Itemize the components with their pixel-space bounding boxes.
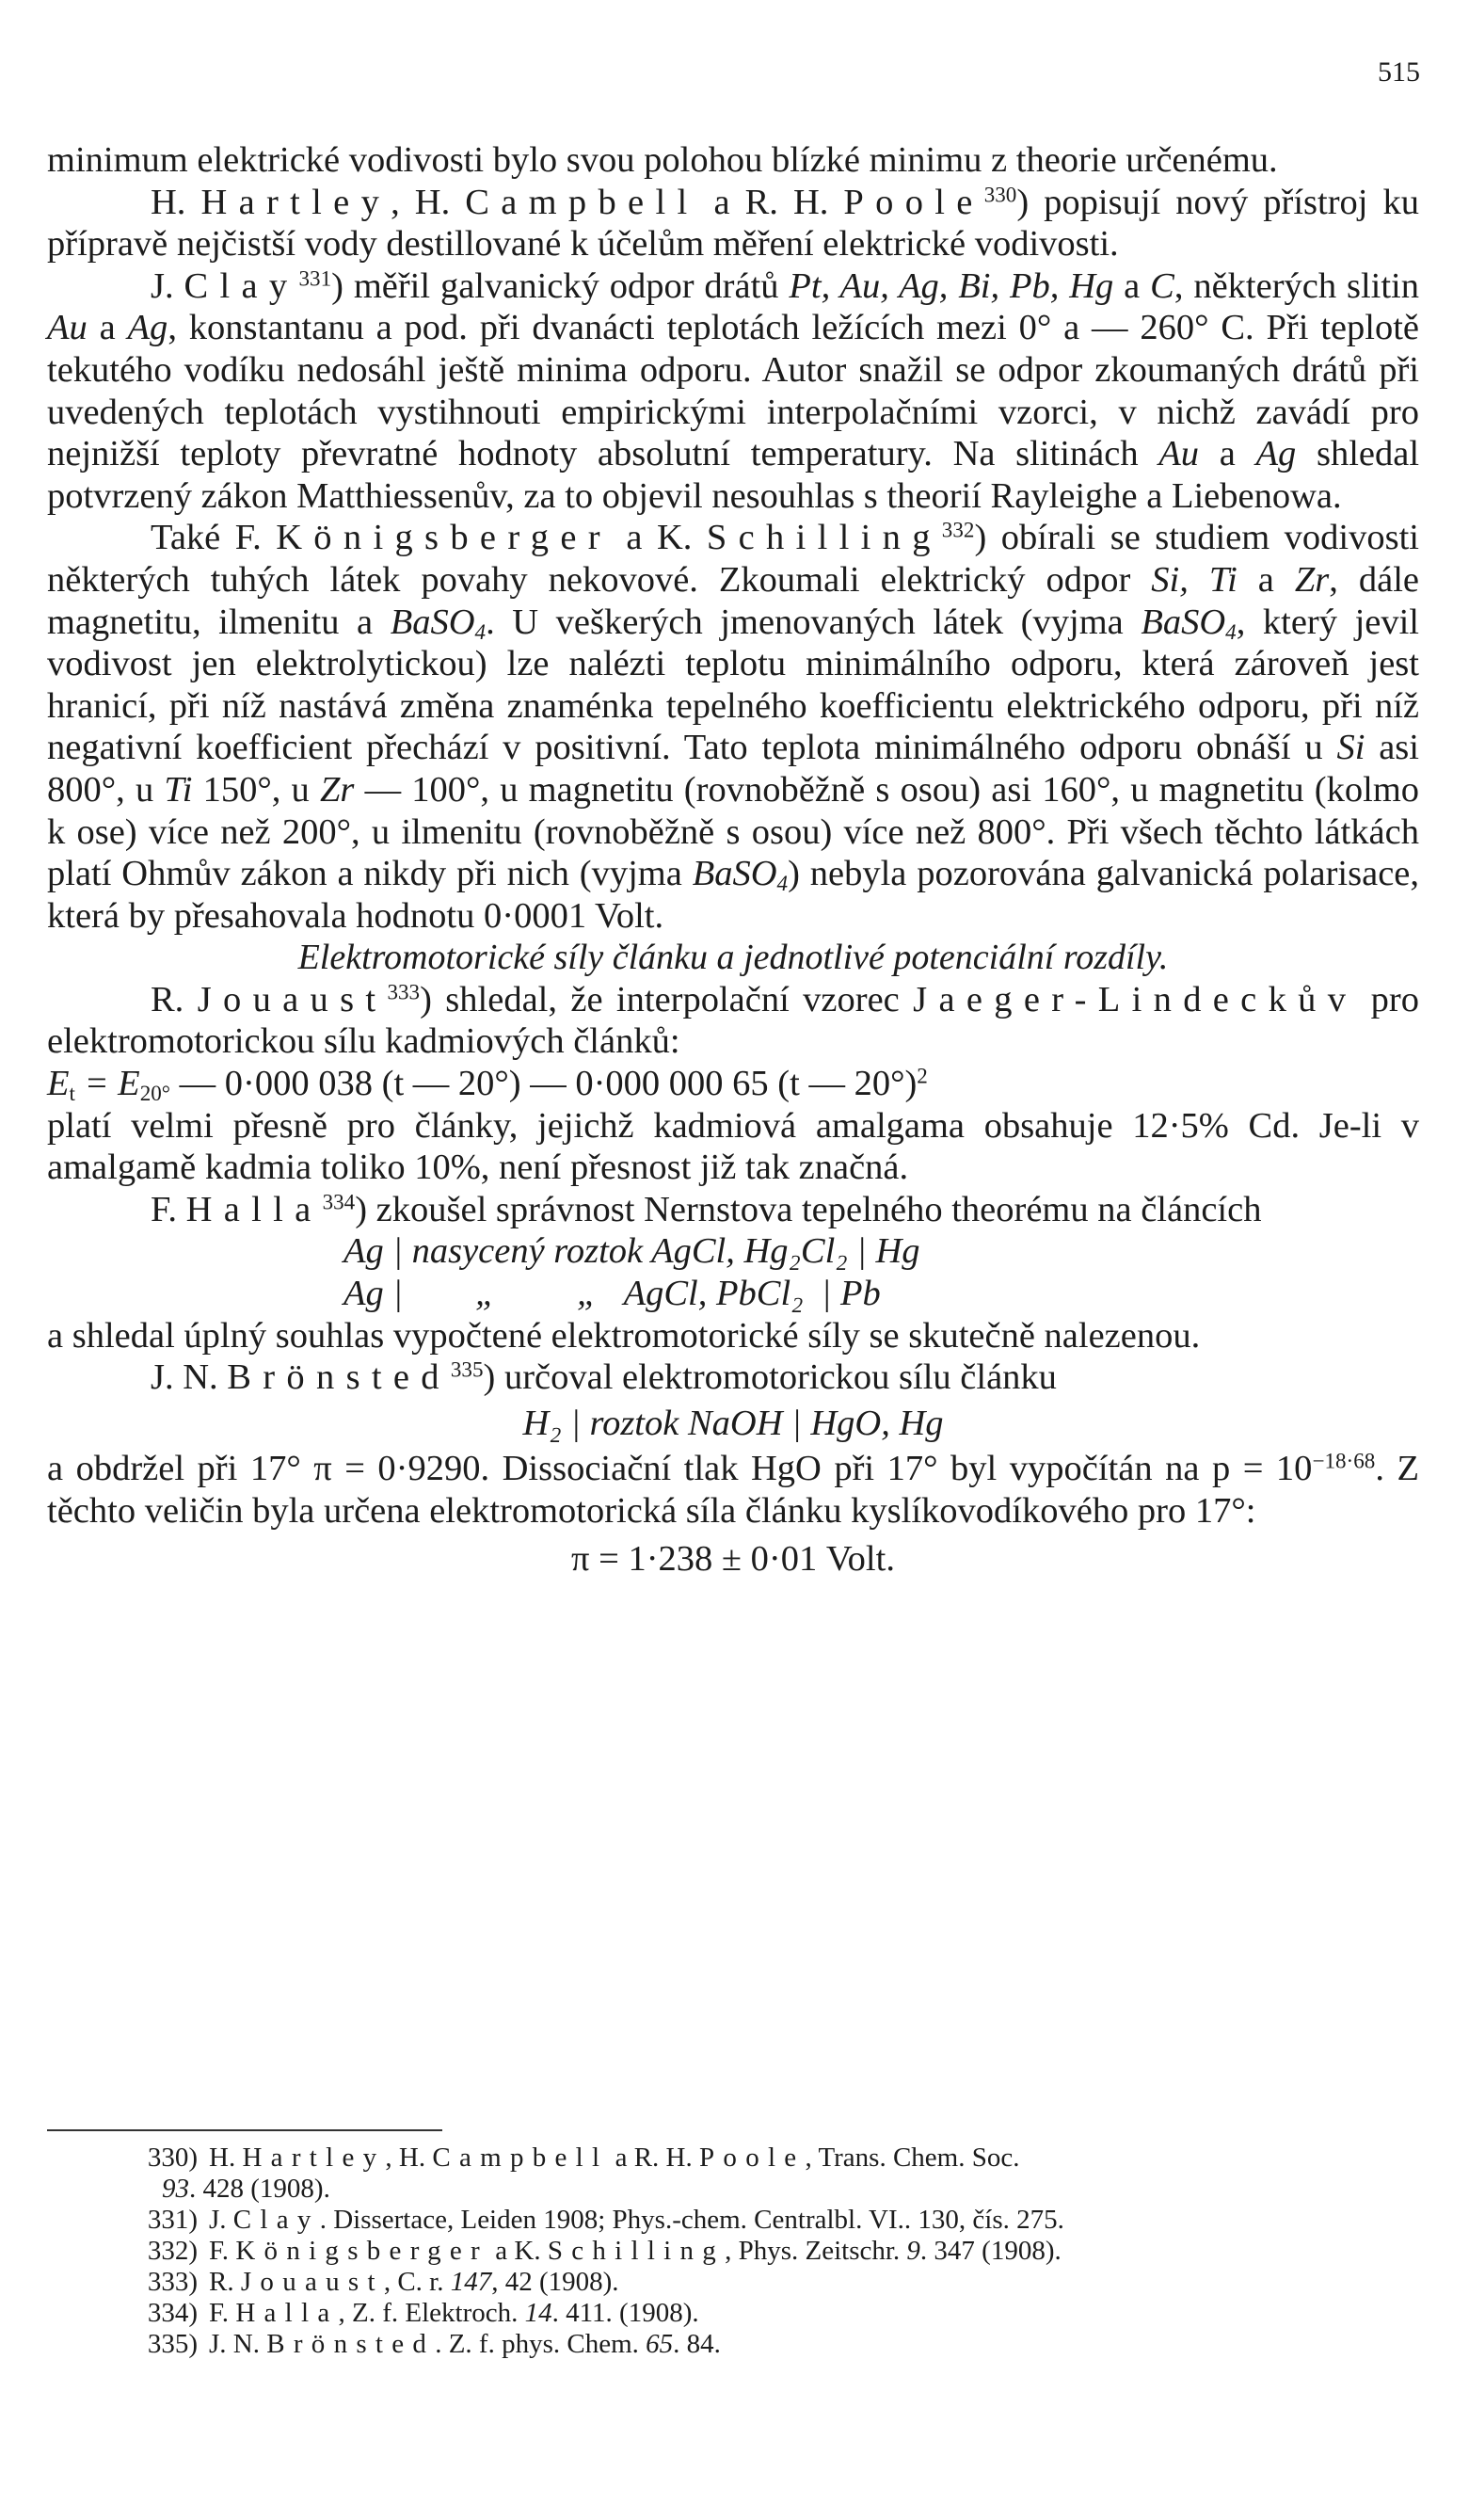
author-name: Poole bbox=[699, 2143, 806, 2173]
footnote-text bbox=[209, 2143, 1419, 2174]
author-name: Halla bbox=[235, 2298, 339, 2328]
footnote-number: 332) bbox=[147, 2236, 198, 2266]
footnotes bbox=[47, 2143, 1419, 2360]
equation-jaeger-lindeck bbox=[47, 1063, 1419, 1105]
text: . Z. f. phys. Chem. bbox=[435, 2329, 647, 2359]
text: ) měřil galvanický odpor drátů bbox=[331, 265, 790, 306]
footnote-332 bbox=[47, 2236, 1419, 2267]
paragraph-hartley bbox=[47, 182, 1419, 265]
footnote-331 bbox=[47, 2205, 1419, 2236]
author-name: Poole bbox=[843, 182, 984, 222]
section-heading: Elektromotorické síly článku a jednotlivé potenciální rozdíly. bbox=[297, 938, 1169, 978]
formula-text: BaSO bbox=[1141, 602, 1226, 642]
paragraph-bronsted bbox=[47, 1356, 1419, 1399]
text: , Trans. Chem. Soc. bbox=[805, 2143, 1020, 2173]
paragraph-jouaust bbox=[47, 979, 1419, 1063]
footnote-text bbox=[209, 2329, 1419, 2360]
text: . Z těchto veličin byla určena elektromotorická síla článku kyslíkovodíkového pro 17°: bbox=[47, 1449, 1419, 1531]
text: — 100°, u magnetitu (rovnoběžně s osou) asi 160°, u magnetitu (kolmo k ose) více než 200°, u ilmenitu (rovnoběžně s osou) více než 800°. Při všech těchto látkách platí Ohmův zákon a nikdy při nich (vyjma bbox=[47, 769, 1420, 894]
paragraph-halla bbox=[47, 1189, 1419, 1231]
author-name: Campbell bbox=[432, 2143, 609, 2173]
text: a bbox=[1199, 434, 1256, 474]
author-name: Brönsted bbox=[266, 2329, 436, 2359]
text: a bbox=[87, 308, 128, 348]
text: a bbox=[1237, 559, 1295, 600]
text: , konstantanu a pod. při dvanácti teplotách ležících mezi 0° a — 260° C. Při teplotě tekutého vodíku nedosáhl ještě minima odporu. Autor snažil se odpor zkoumaných drátů při uvedených teplotách vystihnouti empirickými interpolačními vzorci, v nichž zavádí pro nejnižší teploty převratné hodnoty absolutní temperatury. Na slitinách bbox=[47, 308, 1420, 474]
paragraph-amalgam: platí velmi přesně pro články, jejichž kadmiová amalgama obsahuje 12·5% Cd. Je-li v amalgamě kadmia toliko 10%, není přesnost již tak značná. bbox=[47, 1105, 1419, 1188]
volume: 93 bbox=[162, 2174, 189, 2204]
text: R. bbox=[209, 2267, 241, 2297]
text: F. bbox=[209, 2298, 236, 2328]
footnote-number: 334) bbox=[147, 2298, 198, 2328]
cell-formula-3: H₂ | roztok NaOH | HgO, Hg bbox=[522, 1403, 944, 1443]
footnote-ref: 334 bbox=[322, 1189, 356, 1214]
footnote-number: 333) bbox=[147, 2267, 198, 2297]
text: , který jevil vodivost jen elektrolytickou) lze nalézti teplotu minimálního odporu, která zároveň jest hranicí, při níž nastává změna znaménka tepelného koefficientu elektrického odporu, při níž negativní koefficient přechází v positivní. Tato teplota minimálného odporu obnáší u bbox=[47, 602, 1419, 768]
formula-baso4 bbox=[1141, 602, 1236, 642]
footnote-number bbox=[47, 2174, 162, 2205]
text: . 84. bbox=[673, 2329, 721, 2359]
text: , 42 (1908). bbox=[491, 2267, 619, 2297]
paragraph-clay bbox=[47, 265, 1419, 518]
author-name: Königsberger bbox=[276, 518, 612, 558]
text: J. N. bbox=[209, 2329, 267, 2359]
exponent: −18·68 bbox=[1312, 1448, 1376, 1473]
author-name: Clay bbox=[232, 2205, 320, 2235]
text: shledal potvrzený zákon Matthiessenův, za to objevil nesouhlas s theorií Rayleighe a Liebenowa. bbox=[47, 434, 1420, 516]
author-name: Brönsted bbox=[227, 1357, 451, 1398]
text: a bbox=[1113, 265, 1151, 306]
author-name: Schilling bbox=[547, 2236, 726, 2266]
author-name: Schilling bbox=[706, 518, 942, 558]
equation-subscript: 20° bbox=[139, 1080, 171, 1105]
author-name: Jouaust bbox=[240, 2267, 384, 2297]
text: F. bbox=[151, 1189, 186, 1229]
element-symbol: Zr bbox=[319, 769, 355, 810]
text: a K. bbox=[611, 518, 707, 558]
text: a R. H. bbox=[608, 2143, 699, 2173]
text: , Phys. Zeitschr. bbox=[725, 2236, 907, 2266]
footnote-ref: 331 bbox=[298, 265, 332, 291]
element-symbol: Zr bbox=[1294, 559, 1330, 600]
equation-part: E bbox=[47, 1064, 70, 1104]
footnote-ref: 335 bbox=[450, 1356, 484, 1382]
text: H. bbox=[151, 182, 201, 222]
author-name: Jaeger-Lindeckův bbox=[913, 979, 1358, 1019]
text: a R. H. bbox=[698, 182, 844, 222]
element-symbol: Ag bbox=[1255, 434, 1297, 474]
paragraph-dissociation bbox=[47, 1448, 1419, 1532]
text: , H. bbox=[385, 2143, 433, 2173]
text: . Dissertace, Leiden 1908; Phys.-chem. Centralbl. VI.. 130, čís. 275. bbox=[319, 2205, 1064, 2235]
text: Také F. bbox=[151, 518, 277, 558]
equation-superscript: 2 bbox=[917, 1063, 928, 1088]
formula-baso4 bbox=[391, 602, 486, 642]
text: J. N. bbox=[151, 1357, 228, 1398]
element-symbols: Si, Ti bbox=[1151, 559, 1237, 600]
paragraph-konigsberger bbox=[47, 517, 1419, 937]
formula-subscript: 4 bbox=[474, 618, 487, 644]
text: , některých slitin bbox=[1174, 265, 1419, 306]
formula-text: BaSO bbox=[692, 854, 777, 894]
footnote-ref: 332 bbox=[941, 517, 975, 542]
paragraph-agreement: a shledal úplný souhlas vypočtené elektromotorické síly se skutečně nalezenou. bbox=[47, 1315, 1201, 1356]
footnote-330 bbox=[47, 2143, 1419, 2174]
text: . 411. (1908). bbox=[551, 2298, 699, 2328]
text: ) popisují nový přístroj ku přípravě nejčistší vody destillované k účelům měření elektrické vodivosti. bbox=[47, 182, 1419, 265]
text: , Z. f. Elektroch. bbox=[338, 2298, 525, 2328]
text: . U veškerých jmenovaných látek (vyjma bbox=[486, 602, 1142, 642]
page-number: 515 bbox=[1378, 56, 1420, 88]
footnote-number: 331) bbox=[147, 2205, 198, 2235]
text: ) nebyla pozorována galvanická polarisace, která by přesahovala hodnotu 0·0001 Volt. bbox=[47, 854, 1420, 936]
footnote-text bbox=[209, 2236, 1419, 2267]
author-name: Königsberger bbox=[235, 2236, 488, 2266]
text: ) zkoušel správnost Nernstova tepelného theorému na článcích bbox=[355, 1189, 1262, 1229]
text: ) obírali se studiem vodivosti některých tuhých látek povahy nekovové. Zkoumali elektrický odpor bbox=[47, 518, 1419, 600]
element-symbol: Si bbox=[1336, 728, 1365, 768]
author-name: Hartley bbox=[200, 182, 391, 222]
author-name: Campbell bbox=[465, 182, 699, 222]
footnote-334 bbox=[47, 2298, 1419, 2329]
volume: 14 bbox=[524, 2298, 552, 2328]
footnote-text bbox=[162, 2174, 1419, 2205]
element-symbol: Ti bbox=[164, 769, 193, 810]
footnote-ref: 333 bbox=[387, 979, 421, 1004]
cell-formula-2: Ag | „ „ AgCl, PbCl₂ | Pb bbox=[343, 1274, 881, 1314]
author-name: Hartley bbox=[242, 2143, 386, 2173]
equation-subscript: t bbox=[69, 1080, 75, 1105]
text: a obdržel při 17° π = 0·9290. Dissociační tlak HgO při 17° byl vypočítán na p = 10 bbox=[47, 1449, 1313, 1489]
text: pro elektromotorickou sílu kadmiových článků: bbox=[47, 979, 1420, 1062]
author-name: Halla bbox=[185, 1189, 323, 1229]
text: H. bbox=[209, 2143, 243, 2173]
text: asi 800°, u bbox=[47, 728, 1419, 810]
text: , C. r. bbox=[383, 2267, 451, 2297]
cell-formula-1: Ag | nasycený roztok AgCl, Hg₂Cl₂ | Hg bbox=[343, 1231, 920, 1272]
text: 150°, u bbox=[192, 769, 320, 810]
text: J. bbox=[151, 265, 184, 306]
main-text bbox=[47, 139, 1419, 1580]
footnote-335 bbox=[47, 2329, 1419, 2360]
text: R. bbox=[151, 979, 198, 1019]
element-symbol: Au bbox=[1158, 434, 1200, 474]
element-symbol: Ag bbox=[127, 308, 168, 348]
text: F. bbox=[209, 2236, 236, 2266]
text: a K. bbox=[488, 2236, 548, 2266]
equation-part: = E bbox=[74, 1064, 140, 1104]
footnote-number: 330) bbox=[147, 2143, 198, 2173]
text: . 428 (1908). bbox=[189, 2174, 330, 2204]
volume: 9 bbox=[906, 2236, 920, 2266]
footnote-text bbox=[209, 2205, 1419, 2236]
footnote-ref: 330 bbox=[983, 181, 1017, 206]
element-symbol: Au bbox=[47, 308, 88, 348]
formula-text: BaSO bbox=[390, 602, 475, 642]
text: , H. bbox=[391, 182, 466, 222]
footnote-333 bbox=[47, 2267, 1419, 2298]
footnote-330-cont bbox=[47, 2174, 1419, 2205]
text: ) určoval elektromotorickou sílu článku bbox=[483, 1357, 1057, 1398]
footnote-text bbox=[209, 2267, 1419, 2298]
footnote-text bbox=[209, 2298, 1419, 2329]
footnote-rule bbox=[47, 2129, 442, 2131]
text: ) shledal, že interpolační vzorec bbox=[420, 979, 914, 1019]
author-name: Jouaust bbox=[197, 979, 388, 1019]
equation-result: π = 1·238 ± 0·01 Volt. bbox=[571, 1538, 895, 1579]
equation-part: — 0·000 038 (t — 20°) — 0·000 000 65 (t — 20°) bbox=[170, 1064, 918, 1104]
paragraph-1: minimum elektrické vodivosti bylo svou polohou blízké minimu z theorie určenému. bbox=[47, 140, 1278, 180]
element-symbol: C bbox=[1150, 265, 1174, 306]
volume: 65 bbox=[646, 2329, 674, 2359]
formula-baso4 bbox=[693, 854, 788, 893]
text: . 347 (1908). bbox=[919, 2236, 1062, 2266]
volume: 147 bbox=[450, 2267, 492, 2297]
formula-subscript: 4 bbox=[1225, 618, 1237, 644]
formula-subscript: 4 bbox=[776, 870, 789, 895]
text: , dále magnetitu, ilmenitu a bbox=[47, 559, 1420, 642]
element-symbols: Pt, Au, Ag, Bi, Pb, Hg bbox=[789, 265, 1114, 306]
author-name: Clay bbox=[184, 265, 299, 306]
text: J. bbox=[209, 2205, 233, 2235]
footnote-number: 335) bbox=[147, 2329, 198, 2359]
